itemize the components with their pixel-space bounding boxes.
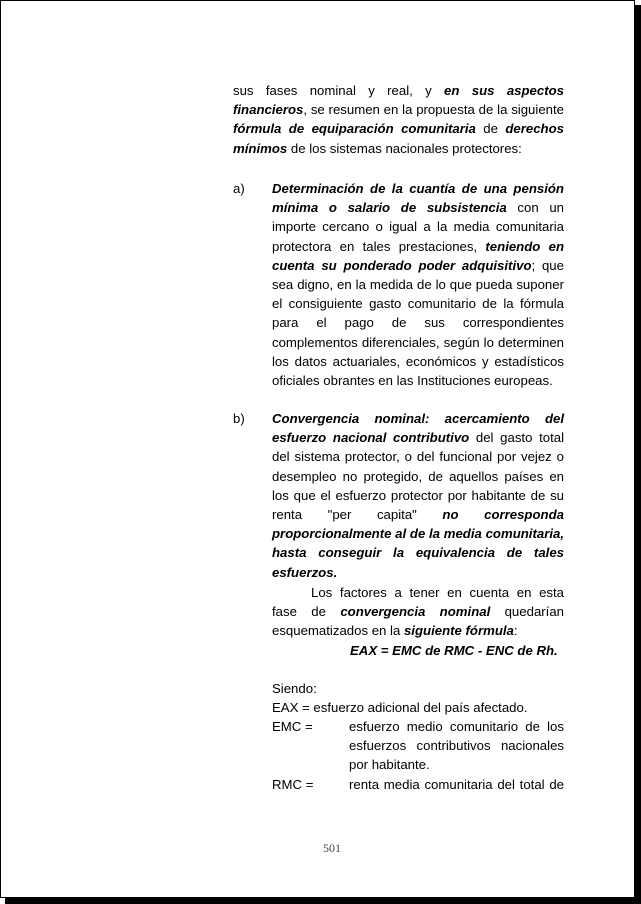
factors-text-2: quedarían esquematizados en la	[272, 604, 564, 639]
page-number: 501	[323, 841, 341, 855]
intro-paragraph	[233, 81, 564, 158]
intro-emphasis-2: fórmula de equiparación comunitaria	[233, 121, 476, 137]
formula: EAX = EMC de RMC - ENC de Rh.	[350, 643, 558, 658]
intro-text-2: , se resumen en la propuesta de la siguiente	[303, 102, 564, 118]
intro-emphasis-3: derechos mínimos	[233, 121, 564, 156]
factors-paragraph	[272, 583, 564, 641]
item-a-marker: a)	[233, 181, 245, 196]
item-a-paragraph	[272, 179, 564, 390]
intro-text-4: de los sistemas nacionales protectores:	[287, 140, 522, 156]
item-b-paragraph	[272, 409, 564, 582]
factors-text-1: Los factores a tener en cuenta en esta fase de	[272, 585, 564, 620]
item-a-emphasis-1: Determinación de la cuantía de una pensión mínima o salario de subsistencia	[272, 181, 564, 216]
page-shadow-bottom	[5, 898, 641, 904]
factors-text-3: :	[513, 623, 518, 639]
factors-emphasis-1: convergencia nominal	[340, 604, 491, 620]
item-b-emphasis-1: Convergencia nominal: acercamiento del esfuerzo nacional contributivo	[272, 411, 564, 446]
intro-text-3: de	[475, 121, 506, 137]
factors-emphasis-2: siguiente fórmula	[403, 623, 514, 639]
definition-eax: EAX = esfuerzo adicional del país afectado.	[272, 700, 528, 715]
definition-rmc-term: RMC =	[272, 777, 314, 792]
definition-emc-term: EMC =	[272, 719, 313, 734]
definition-rmc-description: renta media comunitaria del total de	[349, 777, 564, 792]
item-a-text-2: ; que sea digno, en la medida de lo que pueda suponer el consiguiente gasto comunitario de la fórmula para el pago de sus correspondientes complementos diferenciales, según lo determinen los datos actuariales, económicos y estadísticos oficiales obrantes en las Instituciones europeas.	[272, 257, 564, 389]
intro-emphasis-1: en sus aspectos financieros	[233, 83, 564, 118]
siendo-label: Siendo:	[272, 681, 317, 696]
item-b-emphasis-2: no corresponda proporcionalmente al de la media comunitaria, hasta conseguir la equivalencia de tales esfuerzos.	[272, 507, 564, 580]
item-b-text-1: del gasto total del sistema protector, o del funcional por vejez o desempleo no protegido, de aquellos países en los que el esfuerzo protector por habitante de su renta "per capita"	[272, 430, 564, 523]
definition-emc-description: esfuerzo medio comunitario de los esfuerzos contributivos nacionales por habitante.	[349, 719, 564, 773]
intro-text-1: sus fases nominal y real, y	[233, 83, 445, 98]
item-a-emphasis-2: teniendo en cuenta su ponderado poder adquisitivo	[272, 238, 565, 273]
item-b-marker: b)	[233, 411, 245, 426]
page-shadow-right	[635, 5, 641, 904]
item-a-text-1: con un importe cercano o igual a la media comunitaria protectora en tales prestaciones,	[272, 200, 564, 254]
